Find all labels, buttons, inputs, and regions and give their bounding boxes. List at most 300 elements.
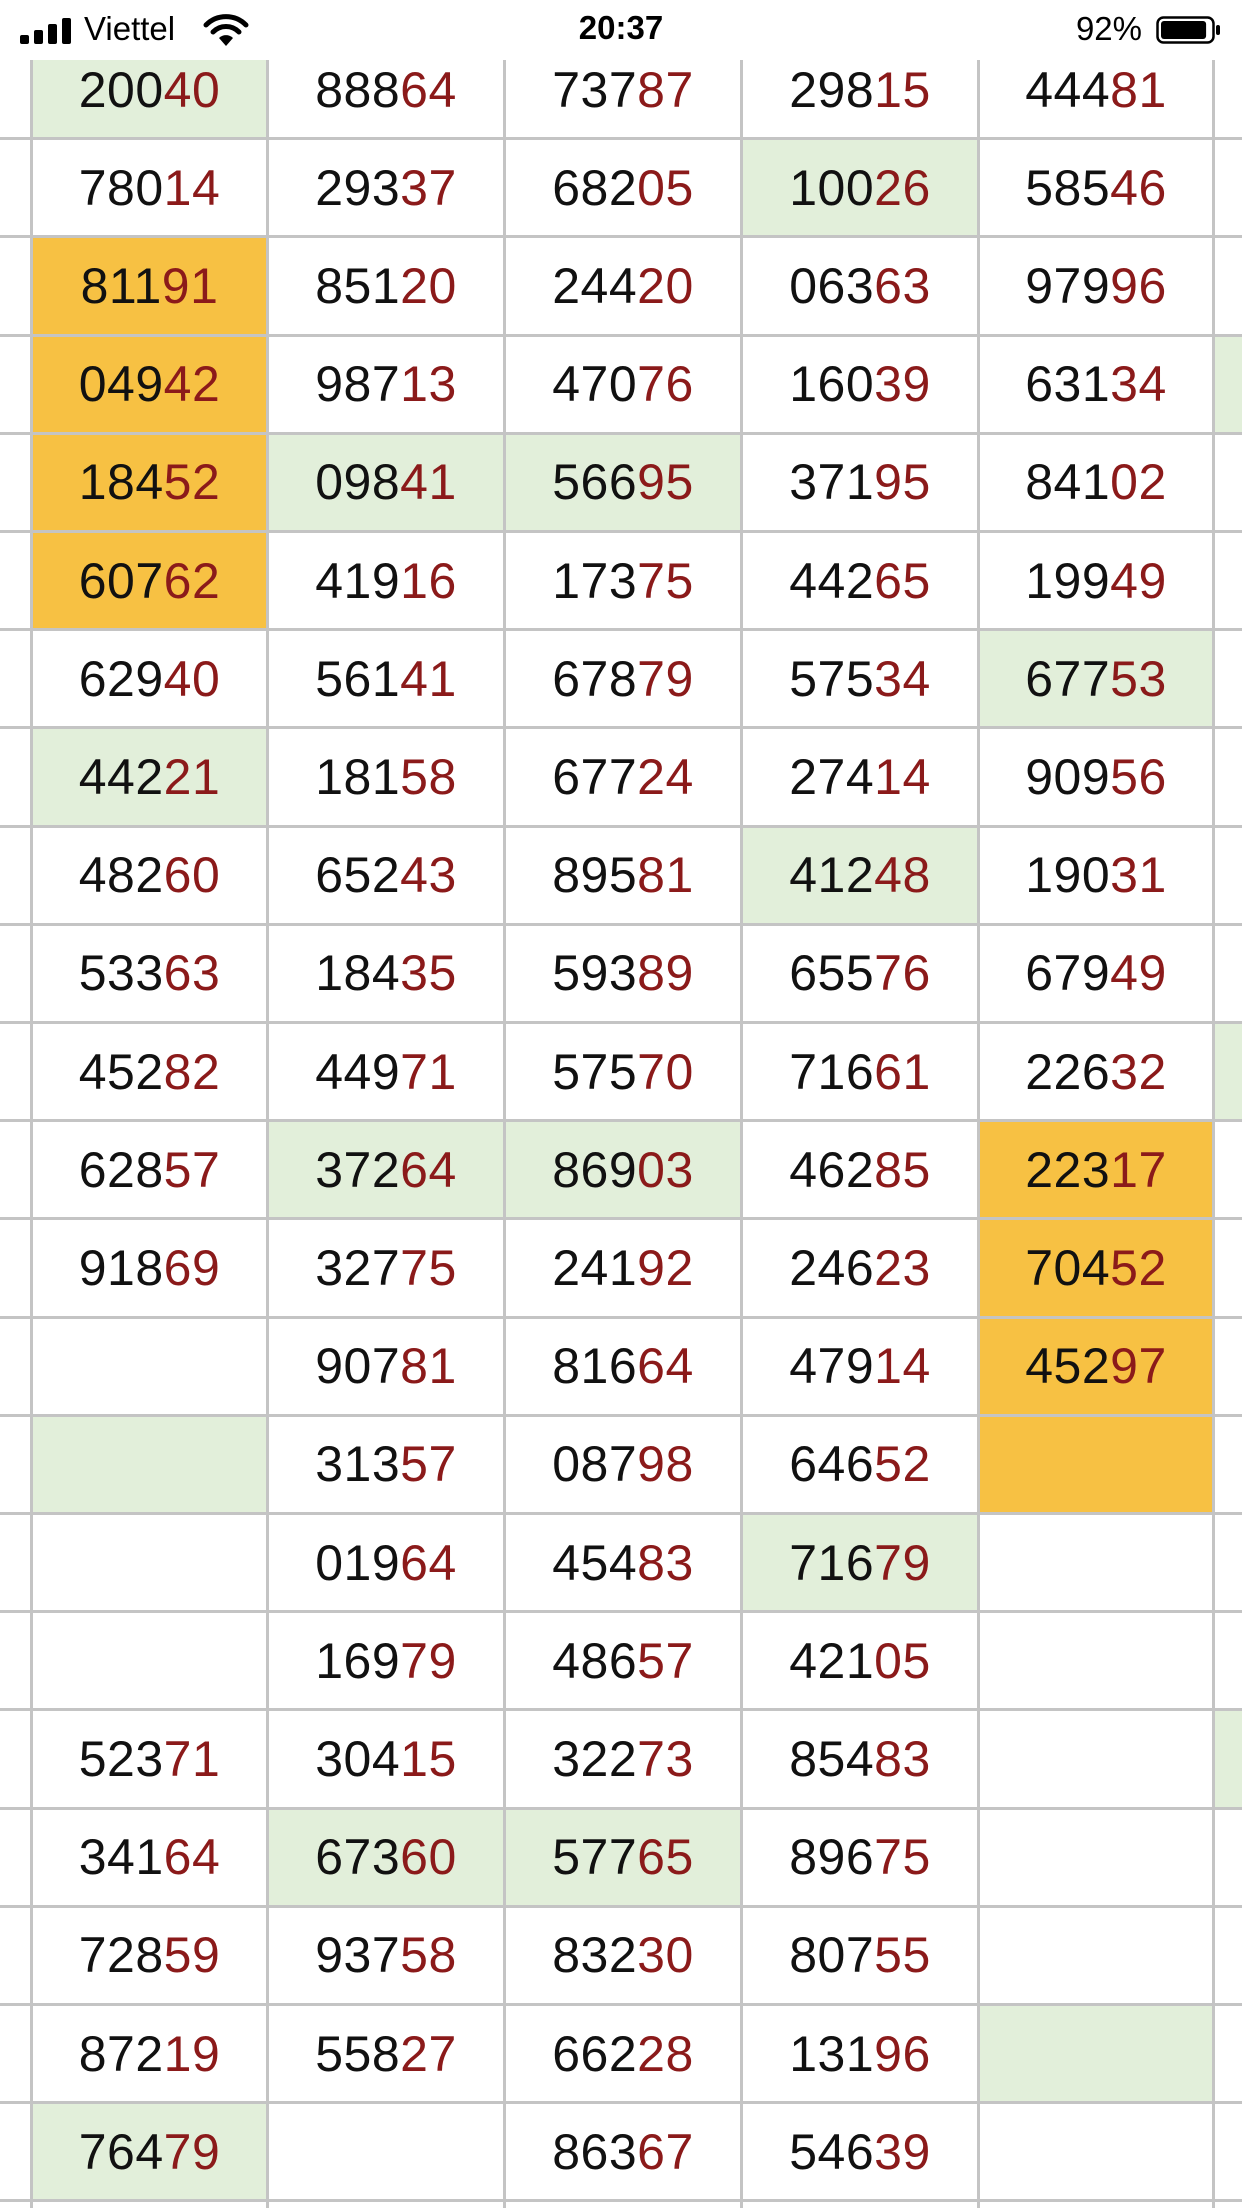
number-prefix: 241 (552, 1239, 638, 1296)
grid-cell (269, 828, 503, 923)
number-prefix: 371 (789, 454, 875, 511)
battery-icon (1156, 16, 1222, 44)
grid-cell (743, 1613, 977, 1708)
number-suffix: 62 (163, 552, 221, 609)
grid-cell (269, 140, 503, 235)
number-prefix: 533 (78, 945, 164, 1002)
cell-number (506, 1730, 740, 1788)
number-prefix: 678 (552, 650, 638, 707)
number-suffix: 81 (637, 847, 694, 904)
grid-row-divider (0, 2199, 1242, 2202)
number-prefix: 646 (789, 1436, 875, 1493)
number-suffix: 71 (163, 1730, 221, 1787)
cell-number (743, 61, 977, 119)
grid-row-divider (0, 1905, 1242, 1908)
grid-cell (506, 1515, 740, 1610)
number-prefix: 479 (789, 1338, 875, 1395)
grid-cell (33, 1613, 266, 1708)
grid-row-divider (0, 530, 1242, 533)
cell-number (980, 944, 1212, 1002)
number-prefix: 937 (315, 1927, 401, 1984)
number-prefix: 780 (78, 159, 164, 216)
number-prefix: 100 (789, 159, 875, 216)
grid-column-divider (977, 60, 980, 2208)
number-suffix: 57 (400, 1436, 457, 1493)
number-suffix: 19 (163, 2025, 221, 2082)
cell-number (269, 1435, 503, 1493)
cell-number (743, 1632, 977, 1690)
cell-number (743, 257, 977, 315)
grid-cell (33, 2104, 266, 2199)
grid-cell (269, 1319, 503, 1414)
number-prefix: 293 (315, 159, 401, 216)
cell-number (506, 453, 740, 511)
number-suffix: 21 (163, 748, 221, 805)
grid-cell (33, 828, 266, 923)
number-suffix: 87 (637, 61, 694, 118)
grid-cell (980, 1024, 1212, 1119)
number-suffix: 49 (1110, 945, 1167, 1002)
number-prefix: 682 (552, 159, 638, 216)
number-prefix: 628 (78, 1141, 164, 1198)
number-suffix: 89 (637, 945, 694, 1002)
grid-column-divider (1212, 60, 1215, 2208)
edge-highlight (1212, 1711, 1242, 1806)
grid-cell (980, 1122, 1212, 1217)
grid-row-divider (0, 1021, 1242, 1024)
number-prefix: 841 (1025, 454, 1111, 511)
grid-cell (743, 1319, 977, 1414)
cell-number (506, 1435, 740, 1493)
number-suffix: 95 (874, 454, 931, 511)
edge-highlight (1212, 337, 1242, 432)
number-suffix: 64 (400, 1534, 457, 1591)
number-prefix: 655 (789, 945, 875, 1002)
number-prefix: 327 (315, 1239, 401, 1296)
cell-number (506, 1828, 740, 1886)
number-suffix: 82 (163, 1043, 221, 1100)
cell-number (743, 748, 977, 806)
cell-number (980, 159, 1212, 217)
grid-row-divider (0, 628, 1242, 631)
cell-number (269, 61, 503, 119)
cell-number (743, 944, 977, 1002)
number-suffix: 48 (874, 847, 931, 904)
grid-cell (506, 1908, 740, 2003)
number-suffix: 85 (874, 1141, 931, 1198)
number-prefix: 131 (789, 2025, 875, 2082)
grid-cell (743, 337, 977, 432)
grid-cell (33, 1417, 266, 1512)
number-prefix: 907 (315, 1338, 401, 1395)
number-prefix: 274 (789, 748, 875, 805)
cell-number (980, 1239, 1212, 1297)
grid-cell (269, 1711, 503, 1806)
number-suffix: 81 (1110, 61, 1167, 118)
grid-cell (506, 1711, 740, 1806)
number-suffix: 02 (1110, 454, 1167, 511)
cell-number (980, 650, 1212, 708)
cell-number (506, 1141, 740, 1199)
grid-row-divider (0, 1512, 1242, 1515)
number-suffix: 13 (400, 356, 457, 413)
grid-cell (980, 1319, 1212, 1414)
number-prefix: 442 (78, 748, 164, 805)
cell-number (33, 2123, 266, 2181)
grid-cell (980, 1515, 1212, 1610)
grid-row-divider (0, 1610, 1242, 1613)
grid-cell (743, 1810, 977, 1905)
cell-number (980, 1337, 1212, 1395)
grid-cell (980, 926, 1212, 1021)
number-suffix: 64 (163, 1829, 221, 1886)
number-suffix: 57 (637, 1632, 694, 1689)
grid-cell (506, 926, 740, 1021)
number-prefix: 631 (1025, 356, 1111, 413)
cell-number (980, 1043, 1212, 1101)
cell-number (506, 1926, 740, 1984)
number-suffix: 31 (1110, 847, 1167, 904)
grid-cell (980, 435, 1212, 530)
carrier-name: Viettel (84, 10, 176, 47)
cell-number (743, 1435, 977, 1493)
cell-number (506, 2123, 740, 2181)
grid-row-divider (0, 1807, 1242, 1810)
number-suffix: 70 (637, 1043, 694, 1100)
grid-cell (980, 238, 1212, 333)
cell-number (743, 1828, 977, 1886)
cell-number (269, 552, 503, 610)
number-prefix: 566 (552, 454, 638, 511)
grid-cell (743, 2104, 977, 2199)
number-prefix: 523 (78, 1730, 164, 1787)
grid-cell (506, 435, 740, 530)
cell-number (743, 1141, 977, 1199)
grid-cell (269, 1515, 503, 1610)
number-prefix: 372 (315, 1141, 401, 1198)
number-prefix: 979 (1025, 257, 1111, 314)
cell-number (506, 1239, 740, 1297)
number-prefix: 896 (789, 1829, 875, 1886)
number-suffix: 96 (874, 2025, 931, 2082)
number-suffix: 81 (400, 1338, 457, 1395)
grid-cell (33, 140, 266, 235)
cell-number (506, 355, 740, 413)
number-suffix: 75 (400, 1239, 457, 1296)
number-prefix: 298 (789, 61, 875, 118)
number-suffix: 67 (637, 2123, 694, 2180)
number-suffix: 95 (637, 454, 694, 511)
number-prefix: 421 (789, 1632, 875, 1689)
grid-cell (33, 1515, 266, 1610)
cell-number (33, 2025, 266, 2083)
cell-number (506, 1534, 740, 1592)
grid-row-divider (0, 1414, 1242, 1417)
number-suffix: 15 (400, 1730, 457, 1787)
battery-percentage: 92% (1075, 10, 1142, 47)
number-suffix: 35 (400, 945, 457, 1002)
number-prefix: 063 (789, 257, 875, 314)
number-suffix: 26 (874, 159, 931, 216)
grid-cell (506, 1417, 740, 1512)
number-suffix: 05 (637, 159, 694, 216)
number-suffix: 73 (637, 1730, 694, 1787)
number-suffix: 57 (163, 1141, 221, 1198)
grid-cell (743, 238, 977, 333)
cell-number (743, 159, 977, 217)
grid-cell (980, 2104, 1212, 2199)
grid-cell (743, 1122, 977, 1217)
number-suffix: 97 (1110, 1338, 1167, 1395)
number-suffix: 71 (400, 1043, 457, 1100)
number-prefix: 546 (789, 2123, 875, 2180)
number-prefix: 304 (315, 1730, 401, 1787)
number-suffix: 14 (163, 159, 221, 216)
number-prefix: 662 (552, 2025, 638, 2082)
number-prefix: 863 (552, 2123, 638, 2180)
number-suffix: 92 (637, 1239, 694, 1296)
cell-number (33, 1043, 266, 1101)
grid-column-divider (740, 60, 743, 2208)
grid-cell (980, 140, 1212, 235)
number-prefix: 851 (315, 257, 401, 314)
grid-cell (980, 1810, 1212, 1905)
grid-row-divider (0, 2101, 1242, 2104)
cell-number (269, 1828, 503, 1886)
number-prefix: 173 (552, 552, 638, 609)
cell-number (980, 552, 1212, 610)
cell-number (33, 944, 266, 1002)
cell-number (506, 61, 740, 119)
cell-number (506, 846, 740, 904)
grid-row-divider (0, 825, 1242, 828)
cell-number (506, 1632, 740, 1690)
number-suffix: 65 (874, 552, 931, 609)
grid-cell (743, 1515, 977, 1610)
cell-number (33, 257, 266, 315)
number-suffix: 91 (161, 257, 219, 314)
number-prefix: 872 (78, 2025, 164, 2082)
grid-row-divider (0, 334, 1242, 337)
cell-number (506, 748, 740, 806)
grid-cell (269, 2104, 503, 2199)
number-prefix: 313 (315, 1436, 401, 1493)
cell-number (269, 1239, 503, 1297)
number-suffix: 96 (1110, 257, 1167, 314)
number-prefix: 811 (80, 257, 162, 314)
number-prefix: 200 (78, 61, 164, 118)
number-suffix: 40 (163, 650, 221, 707)
grid-cell (980, 337, 1212, 432)
grid-cell (33, 1122, 266, 1217)
grid-cell (980, 1711, 1212, 1806)
number-suffix: 64 (637, 1338, 694, 1395)
number-prefix: 575 (552, 1043, 638, 1100)
cell-number (506, 650, 740, 708)
grid-cell (269, 1417, 503, 1512)
number-suffix: 79 (637, 650, 694, 707)
grid-cell (506, 2104, 740, 2199)
number-suffix: 17 (1110, 1141, 1167, 1198)
number-prefix: 716 (789, 1043, 875, 1100)
number-prefix: 244 (552, 257, 638, 314)
number-prefix: 454 (552, 1534, 638, 1591)
number-suffix: 05 (874, 1632, 931, 1689)
number-suffix: 63 (874, 257, 931, 314)
number-prefix: 449 (315, 1043, 401, 1100)
cell-number (269, 1141, 503, 1199)
grid-row-divider (0, 1217, 1242, 1220)
cell-number (269, 355, 503, 413)
number-prefix: 486 (552, 1632, 638, 1689)
cell-number (506, 159, 740, 217)
number-suffix: 39 (874, 2123, 931, 2180)
cell-number (743, 1043, 977, 1101)
number-prefix: 049 (78, 356, 164, 413)
grid-cell (980, 631, 1212, 726)
number-suffix: 79 (163, 2123, 221, 2180)
number-suffix: 64 (400, 61, 457, 118)
number-suffix: 60 (163, 847, 221, 904)
number-prefix: 087 (552, 1436, 638, 1493)
grid-cell (269, 533, 503, 628)
cell-number (743, 650, 977, 708)
cell-number (269, 748, 503, 806)
number-prefix: 322 (552, 1730, 638, 1787)
number-suffix: 41 (400, 650, 457, 707)
number-suffix: 69 (163, 1239, 221, 1296)
cell-number (269, 1632, 503, 1690)
grid-cell (33, 926, 266, 1021)
number-suffix: 39 (874, 356, 931, 413)
grid-cell (980, 828, 1212, 923)
cell-number (33, 355, 266, 413)
grid-cell (743, 631, 977, 726)
number-suffix: 14 (874, 1338, 931, 1395)
cell-number (743, 1239, 977, 1297)
cell-number (506, 257, 740, 315)
number-prefix: 226 (1025, 1043, 1111, 1100)
number-prefix: 832 (552, 1927, 638, 1984)
number-prefix: 987 (315, 356, 401, 413)
grid-cell (980, 1220, 1212, 1315)
cell-number (33, 1239, 266, 1297)
grid-cell (743, 1908, 977, 2003)
number-prefix: 737 (552, 61, 638, 118)
cell-number (506, 1043, 740, 1101)
cell-number (980, 748, 1212, 806)
grid-cell (33, 238, 266, 333)
number-prefix: 561 (315, 650, 401, 707)
number-prefix: 181 (315, 748, 401, 805)
number-suffix: 27 (400, 2025, 457, 2082)
number-suffix: 55 (874, 1927, 931, 1984)
number-prefix: 184 (78, 454, 164, 511)
cell-number (269, 159, 503, 217)
number-suffix: 28 (637, 2025, 694, 2082)
grid-row-divider (0, 235, 1242, 238)
cell-number (743, 1730, 977, 1788)
grid-cell (269, 729, 503, 824)
number-prefix: 452 (1025, 1338, 1111, 1395)
number-prefix: 807 (789, 1927, 875, 1984)
number-prefix: 585 (1025, 159, 1111, 216)
number-suffix: 41 (400, 454, 457, 511)
grid-cell (743, 926, 977, 1021)
number-prefix: 679 (1025, 945, 1111, 1002)
number-prefix: 246 (789, 1239, 875, 1296)
number-prefix: 607 (78, 552, 164, 609)
number-suffix: 14 (874, 748, 931, 805)
number-suffix: 83 (874, 1730, 931, 1787)
status-time: 20:37 (578, 9, 664, 46)
number-prefix: 816 (552, 1338, 638, 1395)
grid-cell (743, 140, 977, 235)
cell-number (33, 1141, 266, 1199)
grid-cell (506, 1122, 740, 1217)
cell-number (269, 1043, 503, 1101)
cell-number (743, 2025, 977, 2083)
number-suffix: 56 (1110, 748, 1167, 805)
grid-row-divider (0, 137, 1242, 140)
cell-number (33, 1730, 266, 1788)
number-suffix: 64 (400, 1141, 457, 1198)
number-prefix: 854 (789, 1730, 875, 1787)
cell-number (506, 944, 740, 1002)
number-prefix: 482 (78, 847, 164, 904)
number-suffix: 52 (874, 1436, 931, 1493)
cell-number (980, 846, 1212, 904)
number-suffix: 75 (637, 552, 694, 609)
number-prefix: 577 (552, 1829, 638, 1886)
number-suffix: 53 (1110, 650, 1167, 707)
grid-cell (269, 926, 503, 1021)
cell-number (269, 1926, 503, 1984)
number-prefix: 575 (789, 650, 875, 707)
grid-row-divider (0, 726, 1242, 729)
grid-cell (743, 729, 977, 824)
grid-cell (743, 1417, 977, 1512)
number-suffix: 58 (400, 748, 457, 805)
grid-cell (743, 533, 977, 628)
number-suffix: 79 (874, 1534, 931, 1591)
grid-cell (269, 337, 503, 432)
grid-cell (269, 2006, 503, 2101)
cell-number (269, 257, 503, 315)
grid-cell (743, 435, 977, 530)
number-prefix: 704 (1025, 1239, 1111, 1296)
number-prefix: 419 (315, 552, 401, 609)
number-prefix: 452 (78, 1043, 164, 1100)
grid-cell (33, 729, 266, 824)
grid-cell (506, 533, 740, 628)
number-suffix: 83 (637, 1534, 694, 1591)
number-suffix: 43 (400, 847, 457, 904)
grid-cell (743, 1711, 977, 1806)
cell-number (33, 1926, 266, 1984)
number-suffix: 32 (1110, 1043, 1167, 1100)
cell-number (743, 2123, 977, 2181)
grid-cell (269, 1613, 503, 1708)
number-prefix: 909 (1025, 748, 1111, 805)
status-bar (0, 0, 1242, 60)
number-prefix: 764 (78, 2123, 164, 2180)
number-suffix: 34 (874, 650, 931, 707)
grid-cell (506, 1024, 740, 1119)
cell-number (743, 355, 977, 413)
cell-number (33, 650, 266, 708)
number-suffix: 46 (1110, 159, 1167, 216)
